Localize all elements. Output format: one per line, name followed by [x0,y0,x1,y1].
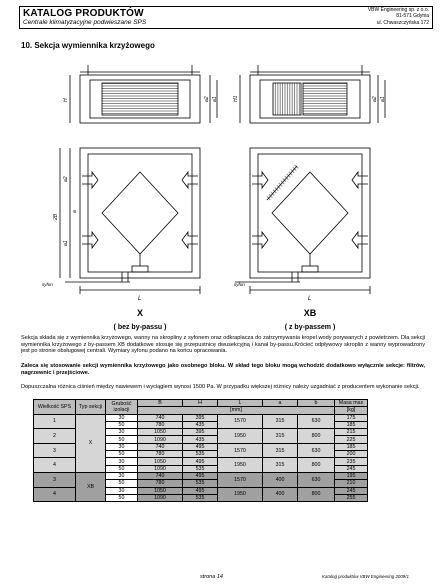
dim-a2-label: a2 [204,96,210,102]
unit-mm: [mm] [138,407,335,414]
a-cell: 400 [263,487,298,502]
h-cell: 435 [183,421,218,428]
a-cell: 400 [263,472,298,487]
b-cell: 740 [138,472,183,479]
dim-h-label: H [63,98,69,102]
h-cell: 395 [183,429,218,436]
catalog-subtitle: Centrale klimatyzacyjne podwieszane SPS [23,19,147,26]
h-cell: 535 [183,494,218,501]
technical-drawing [20,50,430,335]
catalog-header [19,6,433,29]
syfon-label-left: syfon [42,282,53,287]
l-cell: 1950 [218,429,263,444]
b-cell: 1090 [138,494,183,501]
ins-cell: 30 [106,458,138,465]
mass-cell: 245 [335,465,368,472]
ins-cell: 50 [106,451,138,458]
ins-cell: 30 [106,414,138,421]
bsmall-cell: 630 [298,443,335,458]
b-cell: 1050 [138,458,183,465]
mass-cell: 235 [335,458,368,465]
header-size: Wielkość SPS [34,400,76,415]
description-paragraph: Sekcja składa się z wymiennika krzyżowego, wanny na skropliny z syfonem oraz odkraplacza do zatrzymywania kropel wody porywanych z powietrzem. Dla sekcji wymiennika krzyżowego z by-passem XB dodatkowe stosuje się przepustnicę dwusekcyjną i kanał by-passu.Krócieć odpływowy skroplin z wanny wyprowadzony jest po stronie obsługowej centrali. Wymiary syfonu podano na końcu opracowania. [21,335,425,355]
section-title: 10. Sekcja wymiennika krzyżowego [21,41,155,50]
l-cell: 1570 [218,414,263,429]
mass-cell: 175 [335,414,368,421]
size-cell: 4 [34,458,76,473]
caption-x: X [136,308,144,318]
dim-h1-label: H1 [233,95,239,102]
h-cell: 495 [183,487,218,494]
side-view-xb [235,148,370,294]
a-cell: 315 [263,458,298,473]
type-cell-xb: XB [76,472,106,501]
mass-cell: 245 [335,487,368,494]
a-cell: 315 [263,414,298,429]
bsmall-cell: 630 [298,414,335,429]
side-view-x [60,148,200,294]
a-cell: 315 [263,429,298,444]
header-h: H [183,400,218,407]
ins-cell: 30 [106,443,138,450]
dim-a2-side-label: a2 [63,176,69,182]
unit-kg: [kg] [335,407,368,414]
b-cell: 1090 [138,436,183,443]
recommendation-paragraph: Zaleca się stosowanie sekcji wymiennika krzyżowego jako osobnego bloku. W skład tego bloku mogą wchodzić dodatkowo wyłącznie sekcje: filtrów, nagrzewnic i przejściowe. [21,363,425,376]
table-row [34,472,368,479]
b-cell: 780 [138,451,183,458]
catalog-title: KATALOG PRODUKTÓW [23,8,144,19]
header-a: a [263,400,298,407]
type-cell-x: X [76,414,106,472]
company-address [368,7,429,26]
b-cell: 1090 [138,465,183,472]
l-cell: 1950 [218,458,263,473]
ins-cell: 50 [106,421,138,428]
size-cell: 1 [34,414,76,429]
bsmall-cell: 630 [298,472,335,487]
dim-l-left-label: L [138,296,142,302]
h-cell: 535 [183,451,218,458]
mass-cell: 225 [335,436,368,443]
b-cell: 1050 [138,429,183,436]
caption-xb-sub: ( z by-passem ) [284,324,336,331]
company-name: VBW Engineering sp. z o.o. [367,7,429,13]
dim-l-right-label: L [308,296,312,302]
header-b: B [138,400,183,407]
size-cell: 2 [34,429,76,444]
header-type: Typ sekcji [76,400,106,415]
syfon-label-right: syfon [234,282,245,287]
dimensions-table [33,399,368,502]
dim-a1-side-label: a1 [63,240,69,246]
company-city: 81-571 Gdynia [396,13,429,20]
ins-cell: 30 [106,487,138,494]
l-cell: 1950 [218,487,263,502]
size-cell: 4 [34,487,76,502]
bsmall-cell: 800 [298,429,335,444]
bsmall-cell: 800 [298,458,335,473]
b-cell: 780 [138,421,183,428]
ins-cell: 30 [106,429,138,436]
page-number: strona 14 [200,574,223,580]
mass-cell: 210 [335,480,368,487]
header-l: L [218,400,263,407]
ins-cell: 50 [106,494,138,501]
bsmall-cell: 800 [298,487,335,502]
header-mass: Masa max [335,400,368,407]
front-view-xb [240,65,385,123]
header-b-small: b [298,400,335,407]
ins-cell: 50 [106,436,138,443]
ins-cell: 50 [106,465,138,472]
h-cell: 535 [183,480,218,487]
mass-cell: 200 [335,451,368,458]
table-row [34,414,368,421]
b-cell: 1050 [138,487,183,494]
mass-cell: 215 [335,429,368,436]
dim-2b-label: 2B [53,213,59,220]
b-cell: 780 [138,480,183,487]
dim-a2-right-label: a2 [372,96,378,102]
dim-a1-label: a1 [212,96,218,102]
ins-cell: 50 [106,480,138,487]
dim-a-side-label: a [72,210,78,213]
b-cell: 740 [138,443,183,450]
header-insulation: Grubość izolacji [106,400,138,415]
h-cell: 495 [183,458,218,465]
mass-cell: 195 [335,472,368,479]
mass-cell: 185 [335,421,368,428]
a-cell: 315 [263,443,298,458]
size-cell: 3 [34,443,76,458]
caption-xb: XB [303,308,317,318]
ins-cell: 30 [106,472,138,479]
b-cell: 740 [138,414,183,421]
mass-cell: 185 [335,443,368,450]
mass-cell: 255 [335,494,368,501]
h-cell: 435 [183,436,218,443]
h-cell: 495 [183,472,218,479]
caption-x-sub: ( bez by-passu ) [113,324,167,331]
l-cell: 1570 [218,443,263,458]
footer-catalog: Katalog produktów VBW Engineering 2009/1 [322,574,409,579]
h-cell: 395 [183,414,218,421]
l-cell: 1570 [218,472,263,487]
front-view-x [70,65,217,123]
h-cell: 495 [183,443,218,450]
company-street: ul. Chwaszczyńska 172 [376,19,429,26]
pressure-paragraph: Dopuszczalna różnica ciśnień między nawiewem i wyciągiem wynosi 1500 Pa. W przypadku większej różnicy należy uzgadniać z producentem wykonanie sekcji. [21,384,420,390]
size-cell: 3 [34,472,76,487]
dim-a1-right-label: a1 [380,96,386,102]
h-cell: 535 [183,465,218,472]
